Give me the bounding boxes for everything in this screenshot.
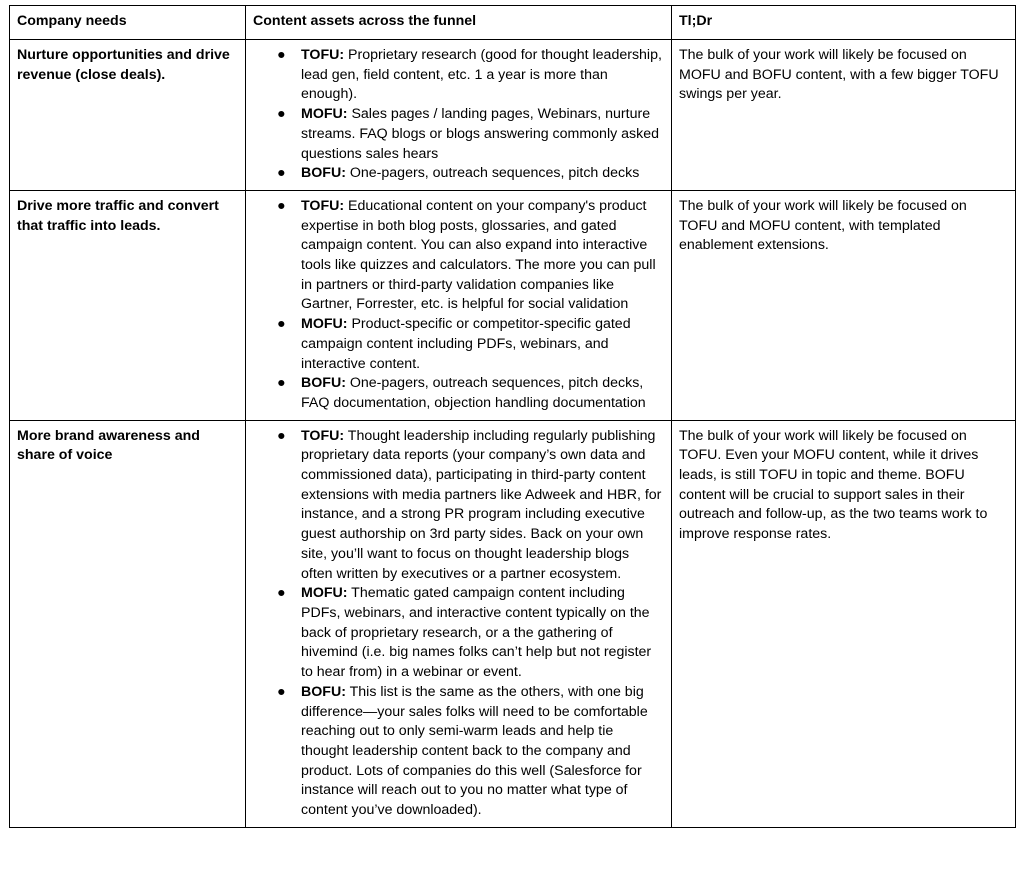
bullet-icon: ●	[277, 106, 286, 123]
company-need-cell: Nurture opportunities and drive revenue (close deals).	[10, 40, 246, 191]
stage-label: TOFU:	[301, 47, 345, 63]
list-item	[277, 164, 664, 184]
funnel-list	[253, 197, 664, 414]
stage-label: BOFU:	[301, 683, 346, 700]
stage-text: Product-specific or competitor-specific gated campaign content including PDFs, webinars, and interactive content.	[301, 316, 631, 372]
list-item	[277, 315, 664, 374]
content-assets-cell	[246, 420, 672, 827]
list-item	[277, 683, 664, 821]
company-need-cell: More brand awareness and share of voice	[10, 420, 246, 827]
bullet-icon: ●	[277, 683, 286, 700]
stage-text: Proprietary research (good for thought leadership, lead gen, field content, etc. 1 a year is more than enough).	[301, 47, 662, 103]
stage-text: Thematic gated campaign content including PDFs, webinars, and interactive content typically on the back of proprietary research, or a the gathering of hivemind (i.e. big names folks can’t help but not register to hear from) in a webinar or event.	[301, 585, 652, 681]
stage-label: MOFU:	[301, 316, 348, 333]
stage-text: Thought leadership including regularly publishing proprietary data reports (your company’s own data and commissioned data), participating in third-party content extensions with media partners like Adweek and HBR, for instance, and a strong PR program including executive guest authorship on 3rd party sides. Back on your own site, you’ll want to focus on thought leadership blogs often written by executives or a partner ecosystem.	[301, 427, 662, 582]
bullet-icon: ●	[277, 316, 286, 333]
bullet-icon: ●	[277, 165, 286, 182]
bullet-icon: ●	[277, 47, 286, 63]
content-assets-cell	[246, 190, 672, 420]
company-need-cell: Drive more traffic and convert that traffic into leads.	[10, 190, 246, 420]
tldr-cell: The bulk of your work will likely be focused on TOFU and MOFU content, with templated enablement extensions.	[672, 190, 1016, 420]
table-row	[10, 40, 1016, 191]
content-assets-cell	[246, 40, 672, 191]
list-item	[277, 46, 664, 105]
table-row	[10, 190, 1016, 420]
list-item	[277, 197, 664, 315]
bullet-icon: ●	[277, 427, 286, 444]
stage-text: Educational content on your company's product expertise in both blog posts, glossaries, and gated campaign content. You can also expand into interactive tools like quizzes and calculators. The more you can pull in partners or third-party validation companies like Gartner, Forrester, etc. is helpful for social validation	[301, 197, 656, 313]
bullet-icon: ●	[277, 375, 286, 392]
header-row	[10, 6, 1016, 40]
funnel-list	[253, 46, 664, 184]
stage-label: MOFU:	[301, 106, 348, 123]
table-row	[10, 420, 1016, 827]
content-funnel-table	[9, 5, 1016, 828]
funnel-list	[253, 427, 664, 821]
list-item	[277, 105, 664, 164]
bullet-icon: ●	[277, 197, 286, 214]
list-item	[277, 584, 664, 683]
stage-label: MOFU:	[301, 585, 348, 602]
bullet-icon: ●	[277, 585, 286, 602]
header-tldr: Tl;Dr	[672, 6, 1016, 40]
stage-text: This list is the same as the others, with one big difference—your sales folks will need to be comfortable reaching out to only semi-warm leads and help tie thought leadership content back to the company and product. Lots of companies do this well (Salesforce for instance will reach out to you no matter what type of content you’ve downloaded).	[301, 683, 648, 819]
list-item	[277, 427, 664, 585]
header-company-needs: Company needs	[10, 6, 246, 40]
stage-label: BOFU:	[301, 165, 346, 182]
stage-text: One-pagers, outreach sequences, pitch decks	[345, 165, 640, 182]
stage-label: BOFU:	[301, 375, 346, 392]
header-content-assets: Content assets across the funnel	[246, 6, 672, 40]
list-item	[277, 374, 664, 413]
tldr-cell: The bulk of your work will likely be focused on TOFU. Even your MOFU content, while it drives leads, is still TOFU in topic and theme. BOFU content will be crucial to support sales in their outreach and follow-up, as the two teams work to improve response rates.	[672, 420, 1016, 827]
stage-label: TOFU:	[301, 427, 345, 444]
stage-text: Sales pages / landing pages, Webinars, nurture streams. FAQ blogs or blogs answering commonly asked questions sales hears	[301, 106, 659, 162]
stage-label: TOFU:	[301, 197, 345, 214]
tldr-cell: The bulk of your work will likely be focused on MOFU and BOFU content, with a few bigger TOFU swings per year.	[672, 40, 1016, 191]
stage-text: One-pagers, outreach sequences, pitch decks, FAQ documentation, objection handling documentation	[301, 375, 646, 411]
